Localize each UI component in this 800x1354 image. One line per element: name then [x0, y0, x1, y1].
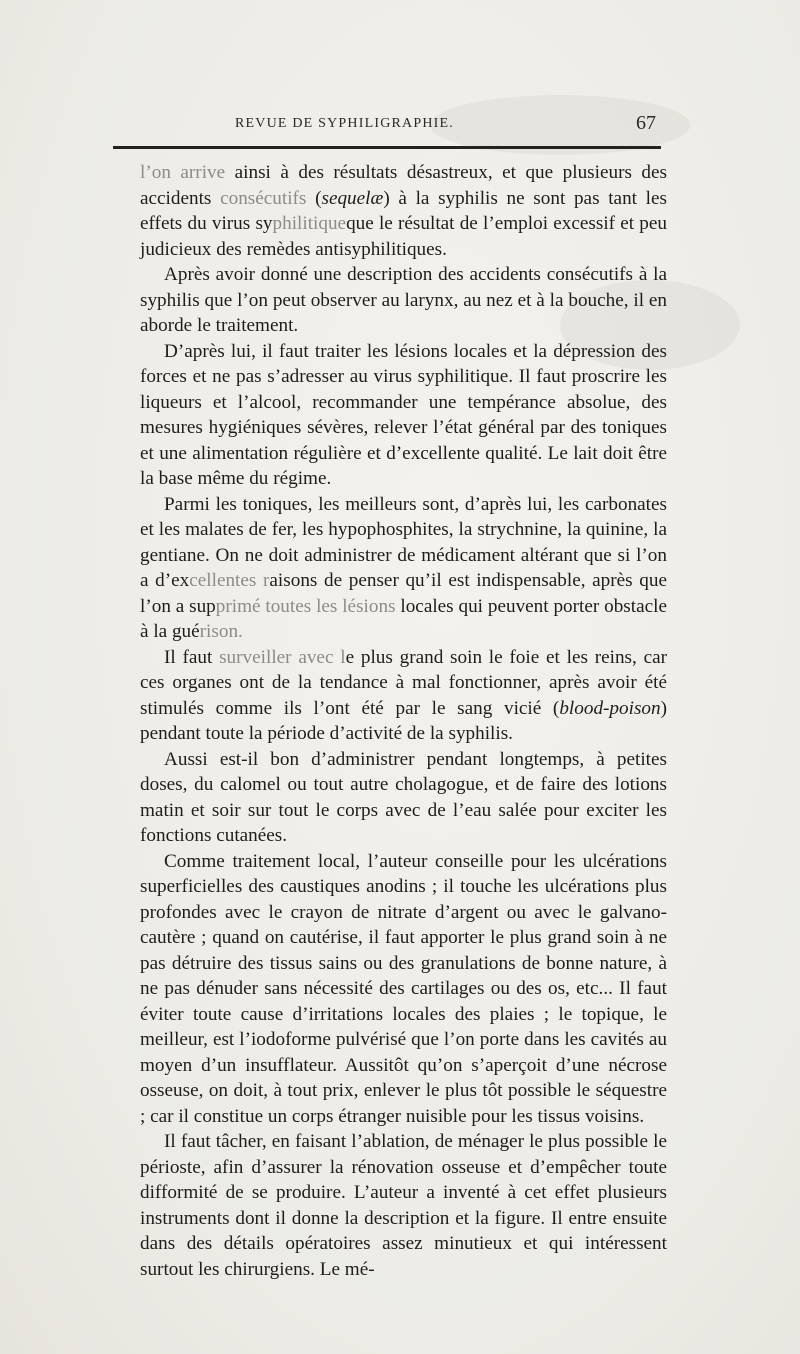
text-run: Il faut tâcher, en faisant l’ablation, de ménager le plus possible le périoste, afin d’assurer la rénovation osseuse et d’empêcher toute difformité de se produire. L’auteur a inventé à cet effet plusieurs instruments dont il donne la description et la figure. Il entre ensuite dans des détails opératoires assez minutieux et qui intéressent surtout les chirurgiens. Le mé- [140, 1131, 667, 1280]
faded-text: l’on arrive [140, 162, 226, 183]
text-run: ) pendant toute la période d’activité de la syphilis. [140, 697, 667, 744]
text-run: Aussi est-il bon d’administrer pendant longtemps, à petites doses, du calomel ou tout autre cholagogue, et de faire des lotions matin et soir sur tout le corps avec de l’eau salée pour exciter les fonctions cutanées. [140, 748, 667, 846]
text-run: Il faut [164, 646, 220, 668]
faded-text: philitique [272, 213, 347, 234]
faded-text: consécutifs [220, 187, 307, 209]
faded-text: cellentes r [189, 570, 270, 591]
paragraph [140, 339, 667, 492]
paragraph [140, 645, 667, 747]
faded-text: rison. [199, 621, 243, 642]
paragraph [140, 160, 667, 262]
italic-term: sequelæ [321, 187, 384, 209]
text-run: ainsi à des résultats désastreux, et que plusieurs des accidents [140, 162, 667, 209]
page-number: 67 [636, 112, 656, 134]
page-header [125, 112, 660, 138]
faded-text: surveiller avec l [219, 646, 346, 668]
text-run: D’après lui, il faut traiter les lésions locales et la dépression des forces et ne pas s’adresser au virus syphilitique. Il faut proscrire les liqueurs et l’alcool, recommander une tempérance absolue, des mesures hygiéniques sévères, relever l’état général par des toniques et une alimentation régulière et d’excellente qualité. Le lait doit être la base même du régime. [140, 340, 667, 489]
header-rule [113, 146, 661, 149]
text-run: ) à la syphilis ne sont pas tant les effets du virus sy [140, 187, 667, 234]
running-title: REVUE DE SYPHILIGRAPHIE. [235, 116, 454, 131]
text-run: Parmi les toniques, les meilleurs sont, d’après lui, les carbonates et les malates de fer, les hypophosphites, la strychnine, la quinine, la gentiane. On ne doit administrer de médicament altérant que si l’on a d’ex [140, 493, 667, 591]
body-text [140, 160, 667, 1282]
text-run: ( [306, 187, 322, 209]
text-run: Comme traitement local, l’auteur conseille pour les ulcérations superficielles des caustiques anodins ; il touche les ulcérations plus profondes avec le crayon de nitrate d’argent ou avec le galvano-cautère ; quand on cautérise, il faut apporter le plus grand soin à ne pas détruire des tissus sains ou des granulations de bonne nature, à ne pas dénuder sans nécessité des cartilages ou des os, etc... Il faut éviter toute cause d’irritations locales des plaies ; le topique, le meilleur, est l’iodoforme pulvérisé que l’on porte dans les cavités au moyen d’un insufflateur. Aussitôt qu’on s’aperçoit d’une nécrose osseuse, on doit, à tout prix, enlever le plus tôt possible le séquestre ; car il constitue un corps étranger nuisible pour les tissus voisins. [140, 850, 667, 1127]
paragraph [140, 849, 667, 1130]
paragraph [140, 262, 667, 339]
text-run: Après avoir donné une description des accidents consécutifs à la syphilis que l’on peut observer au larynx, au nez et à la bouche, il en aborde le traitement. [140, 264, 667, 336]
faded-text: primé toutes les lésions [215, 595, 396, 617]
paragraph [140, 492, 667, 645]
text-run: e plus grand soin le foie et les reins, car ces organes ont de la tendance à mal fonctionner, après avoir été stimulés comme ils l’ont été par le sang vicié ( [140, 646, 667, 719]
text-run: aisons de penser qu’il est indispensable, après que l’on a sup [140, 570, 667, 617]
italic-term: blood-poison [559, 697, 661, 719]
paragraph [140, 747, 667, 849]
text-run: que le résultat de l’emploi excessif et peu judicieux des remèdes antisyphilitiques. [140, 213, 668, 260]
text-run: locales qui peuvent porter obstacle à la gué [140, 595, 667, 642]
paragraph [140, 1129, 667, 1282]
